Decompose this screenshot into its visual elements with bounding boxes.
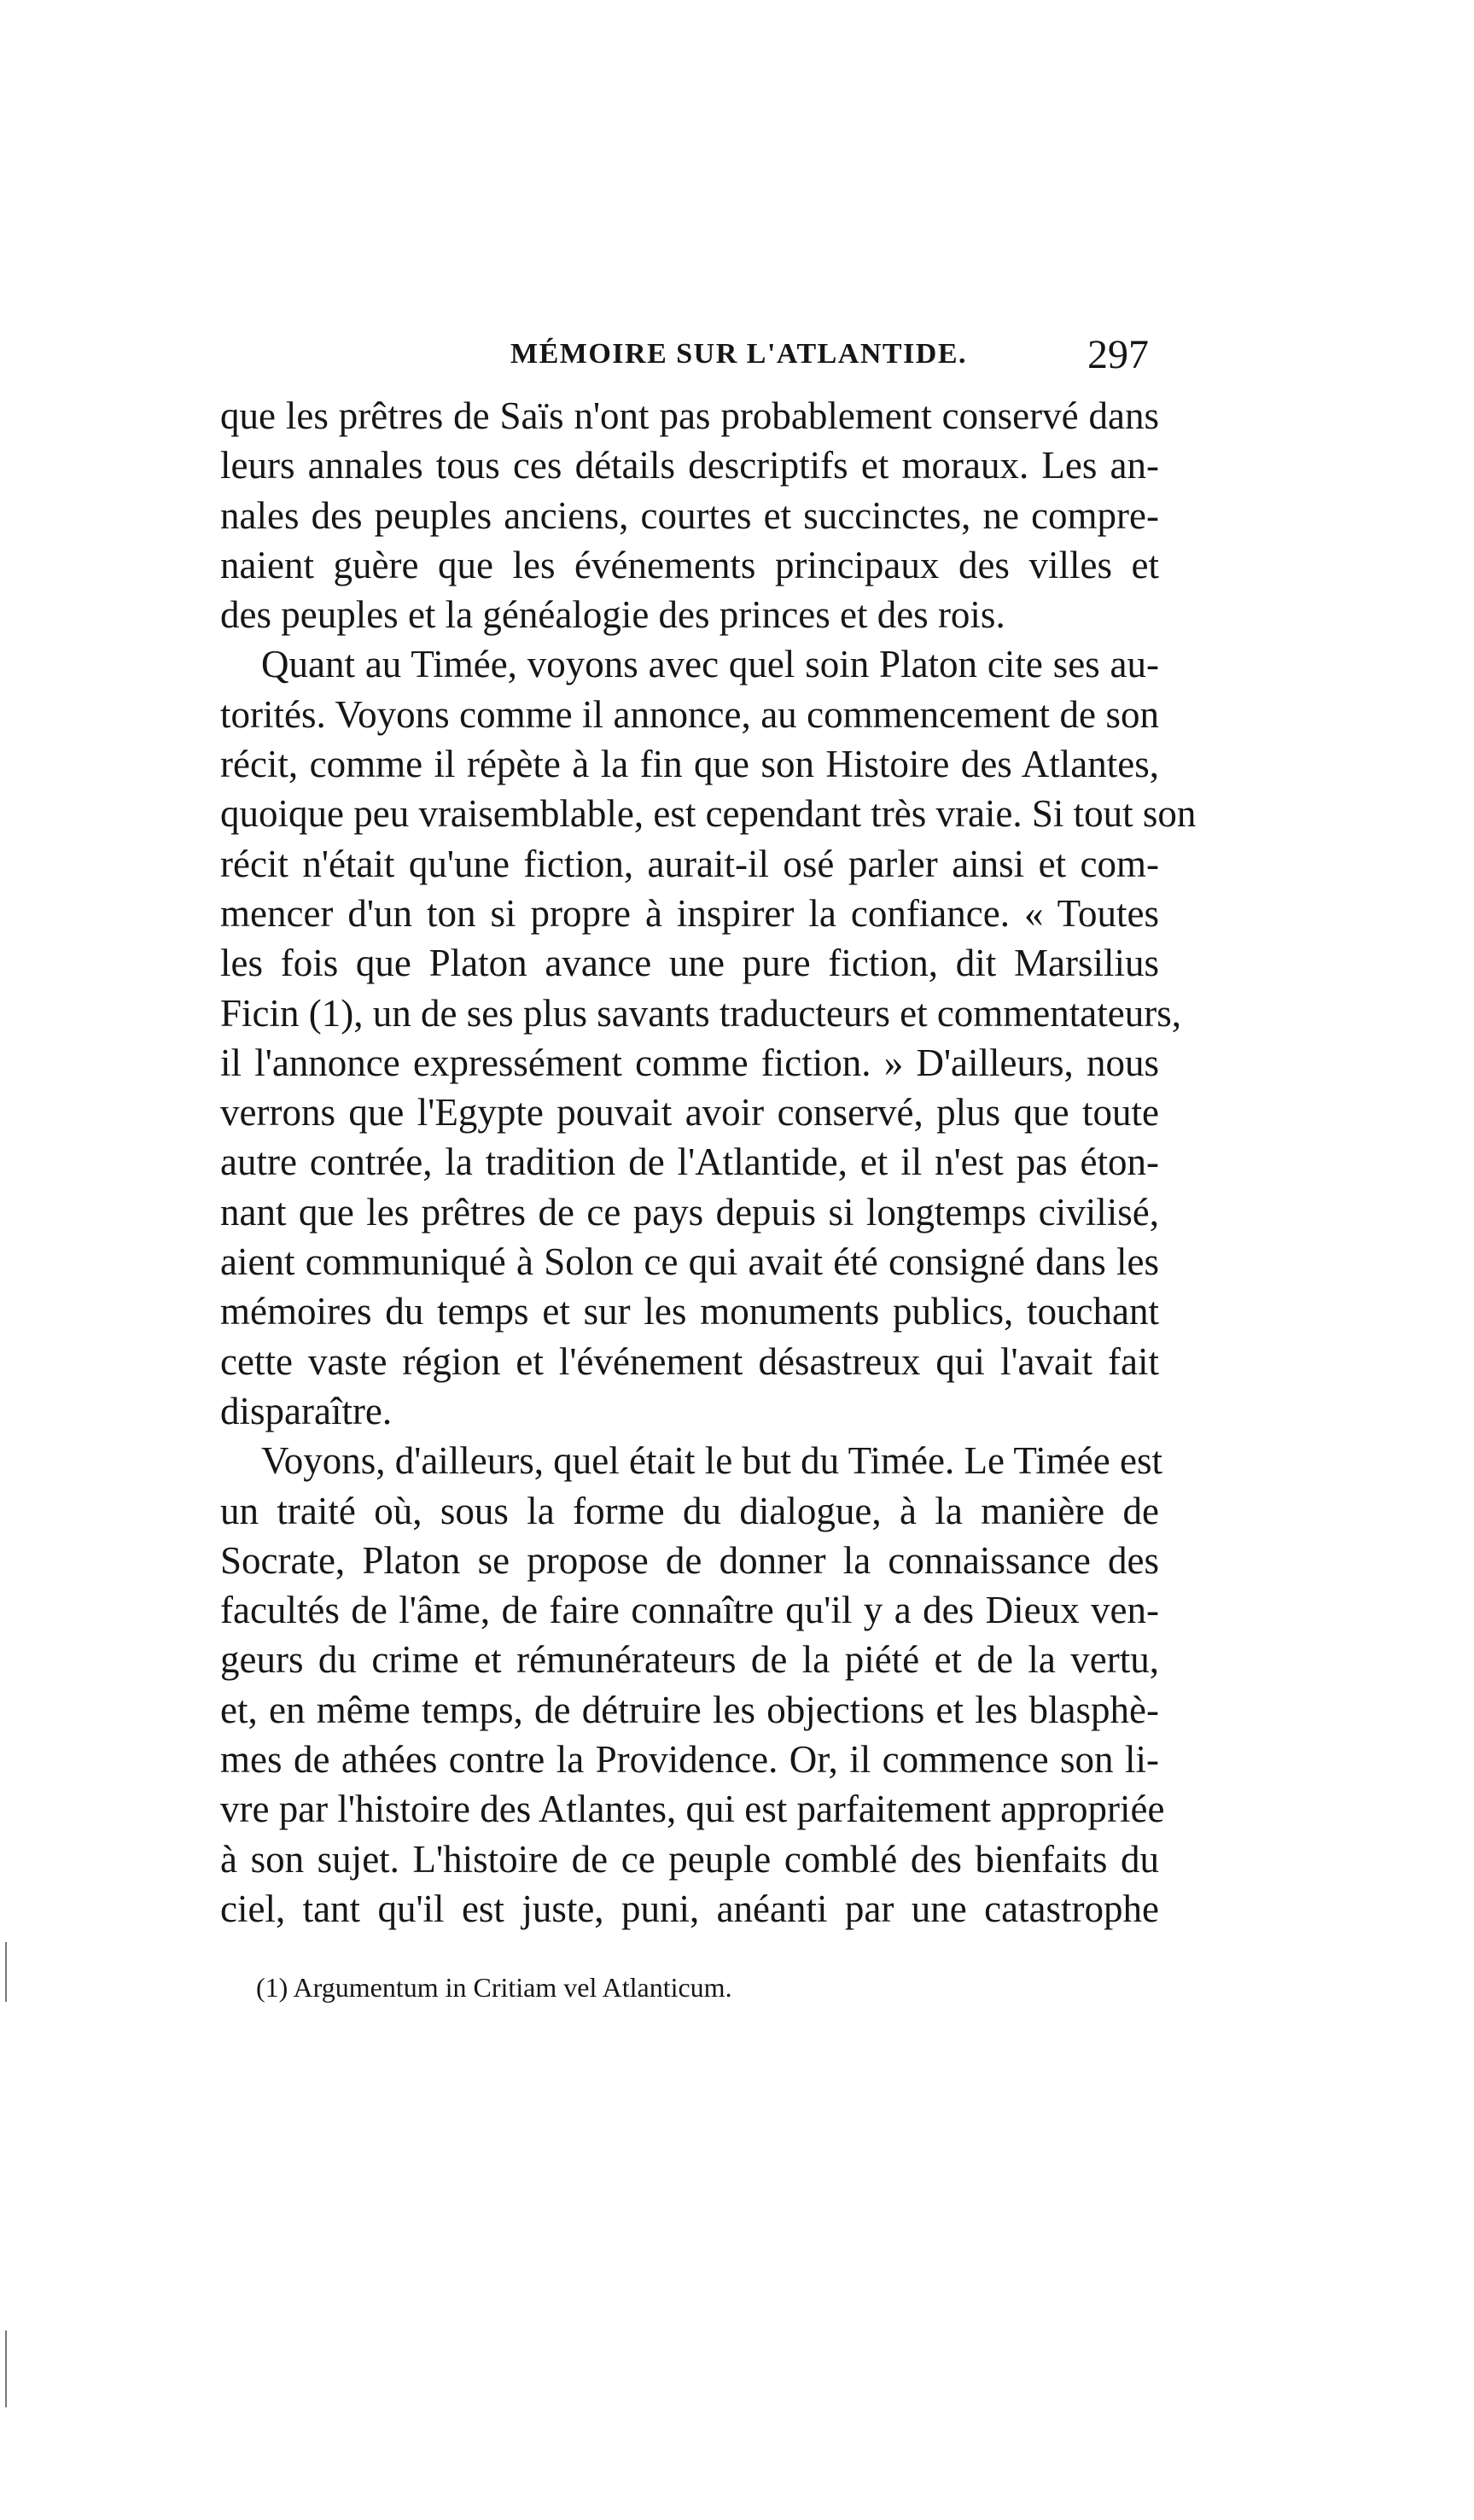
text-line: et, en même temps, de détruire les objections et les blasphè- [220, 1688, 1159, 1731]
text-line: torités. Voyons comme il annonce, au commencement de son [220, 692, 1159, 736]
scan-artifact-line [5, 1942, 7, 2002]
text-line: vre par l'histoire des Atlantes, qui est parfaitement appropriée [220, 1788, 1165, 1831]
text-line: il l'annonce expressément comme fiction. » D'ailleurs, nous [220, 1041, 1159, 1084]
text-line: verrons que l'Egypte pouvait avoir conservé, plus que toute [220, 1091, 1159, 1135]
footnote: (1) Argumentum in Critiam vel Atlanticum. [256, 1972, 732, 2003]
text-line: cette vaste région et l'événement désastreux qui l'avait fait [220, 1339, 1159, 1383]
text-line: mes de athées contre la Providence. Or, il commence son li- [220, 1738, 1159, 1782]
text-line: un traité où, sous la forme du dialogue, à la manière de [220, 1489, 1159, 1532]
text-line: que les prêtres de Saïs n'ont pas probablement conservé dans [220, 394, 1159, 437]
text-line: Quant au Timée, voyons avec quel soin Platon cite ses au- [261, 643, 1159, 686]
body-text [220, 391, 1197, 1934]
text-line: les fois que Platon avance une pure fiction, dit Marsilius [220, 942, 1159, 985]
text-line: Voyons, d'ailleurs, quel était le but du Timée. Le Timée est [261, 1439, 1162, 1483]
text-line: facultés de l'âme, de faire connaître qu'il y a des Dieux ven- [220, 1589, 1159, 1632]
text-line: des peuples et la généalogie des princes et des rois. [220, 593, 1005, 637]
text-line: nant que les prêtres de ce pays depuis si longtemps civilisé, [220, 1190, 1159, 1234]
text-line: mencer d'un ton si propre à inspirer la confiance. « Toutes [220, 891, 1159, 935]
text-line: récit n'était qu'une fiction, aurait-il osé parler ainsi et com- [220, 842, 1159, 885]
running-title: MÉMOIRE SUR L'ATLANTIDE. [510, 338, 968, 370]
running-head [220, 332, 1159, 386]
text-line: à son sujet. L'histoire de ce peuple comblé des bienfaits du [220, 1837, 1159, 1881]
text-line: autre contrée, la tradition de l'Atlantide, et il n'est pas éton- [220, 1140, 1159, 1184]
text-line: naient guère que les événements principaux des villes et [220, 543, 1159, 586]
text-line: Socrate, Platon se propose de donner la connaissance des [220, 1538, 1159, 1582]
text-line: récit, comme il répète à la fin que son Histoire des Atlantes, [220, 743, 1159, 786]
text-line: quoique peu vraisemblable, est cependant très vraie. Si tout son [220, 792, 1197, 836]
text-line: aient communiqué à Solon ce qui avait été consigné dans les [220, 1240, 1159, 1284]
text-line: nales des peuples anciens, courtes et succinctes, ne compre- [220, 493, 1159, 537]
text-line: geurs du crime et rémunérateurs de la piété et de la vertu, [220, 1638, 1159, 1682]
text-line: leurs annales tous ces détails descriptifs et moraux. Les an- [220, 444, 1159, 487]
text-line: ciel, tant qu'il est juste, puni, anéanti par une catastrophe [220, 1887, 1159, 1930]
text-line: disparaître. [220, 1389, 393, 1432]
scan-artifact-line [5, 2330, 7, 2407]
page-number: 297 [1087, 332, 1149, 377]
text-line: Ficin (1), un de ses plus savants traducteurs et commentateurs, [220, 991, 1181, 1035]
text-line: mémoires du temps et sur les monuments publics, touchant [220, 1290, 1159, 1333]
